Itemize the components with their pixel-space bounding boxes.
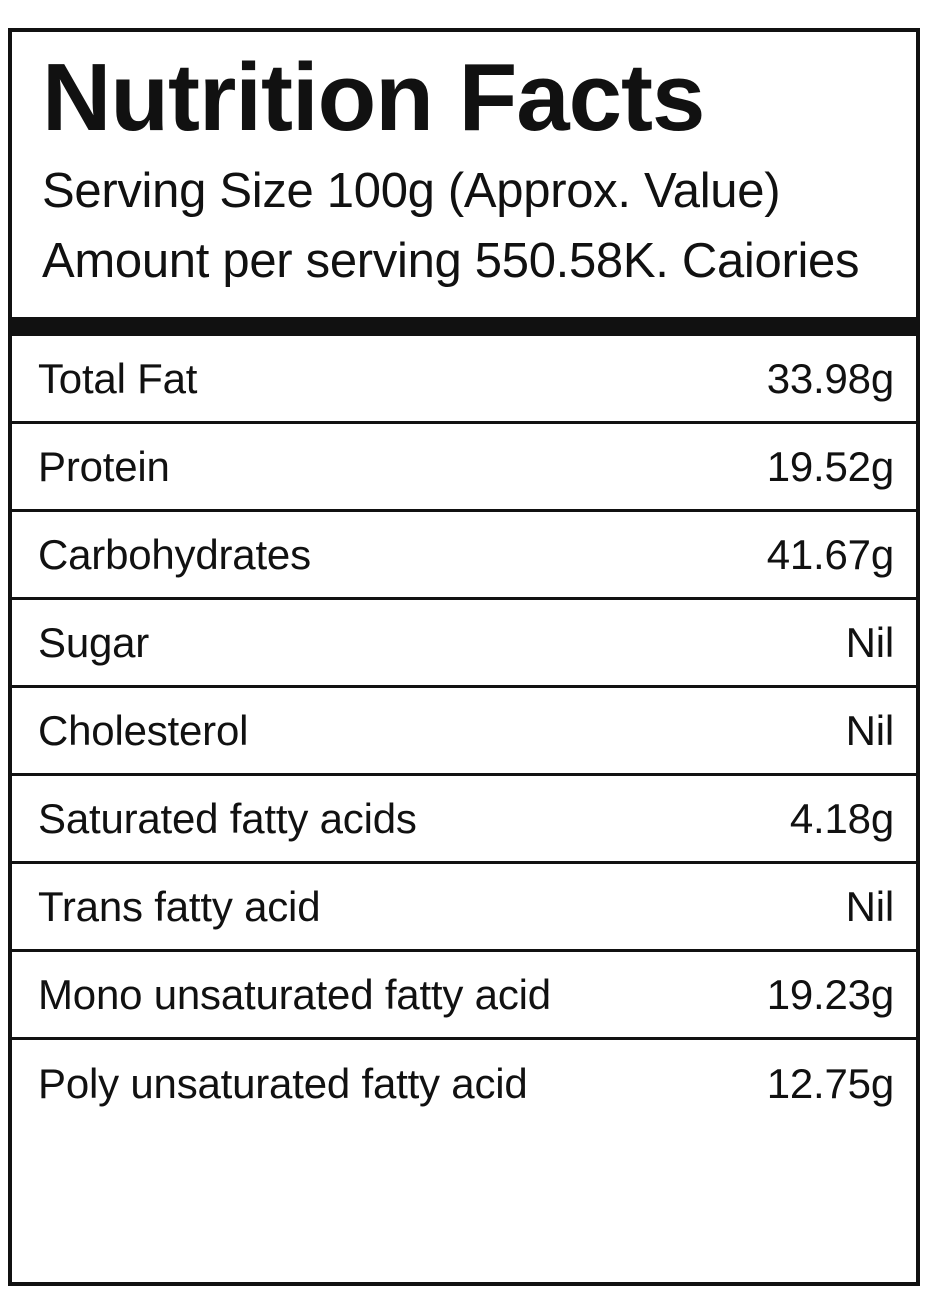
nutrient-name: Saturated fatty acids <box>38 794 417 842</box>
nutrient-value: 4.18g <box>789 794 894 842</box>
nutrient-value: Nil <box>845 882 894 930</box>
nutrient-value: Nil <box>845 706 894 754</box>
nutrient-value: 19.23g <box>766 970 894 1018</box>
nutrient-name: Mono unsaturated fatty acid <box>38 970 551 1018</box>
nutrient-value: 33.98g <box>766 354 894 402</box>
table-row <box>12 600 916 688</box>
nutrient-table <box>12 336 916 1128</box>
nutrient-value: 19.52g <box>766 442 894 490</box>
nutrient-name: Trans fatty acid <box>38 882 321 930</box>
table-row <box>12 776 916 864</box>
table-row <box>12 512 916 600</box>
nutrient-name: Poly unsaturated fatty acid <box>38 1060 528 1108</box>
table-row <box>12 1040 916 1128</box>
nutrient-value: Nil <box>845 618 894 666</box>
serving-size-text: Serving Size 100g (Approx. Value) <box>42 163 781 218</box>
nutrient-value: 41.67g <box>766 530 894 578</box>
label-header <box>12 32 916 303</box>
nutrient-value: 12.75g <box>766 1060 894 1108</box>
table-row <box>12 336 916 424</box>
page-title: Nutrition Facts <box>42 44 705 151</box>
header-divider <box>12 317 916 336</box>
nutrient-name: Cholesterol <box>38 706 249 754</box>
table-row <box>12 424 916 512</box>
amount-per-serving-text: Amount per serving 550.58K. Caiories <box>42 234 860 289</box>
nutrient-name: Carbohydrates <box>38 530 311 578</box>
nutrition-facts-label <box>8 28 920 1286</box>
nutrient-name: Total Fat <box>38 354 198 402</box>
table-row <box>12 952 916 1040</box>
table-row <box>12 688 916 776</box>
table-row <box>12 864 916 952</box>
nutrient-name: Protein <box>38 442 170 490</box>
nutrient-name: Sugar <box>38 618 150 666</box>
